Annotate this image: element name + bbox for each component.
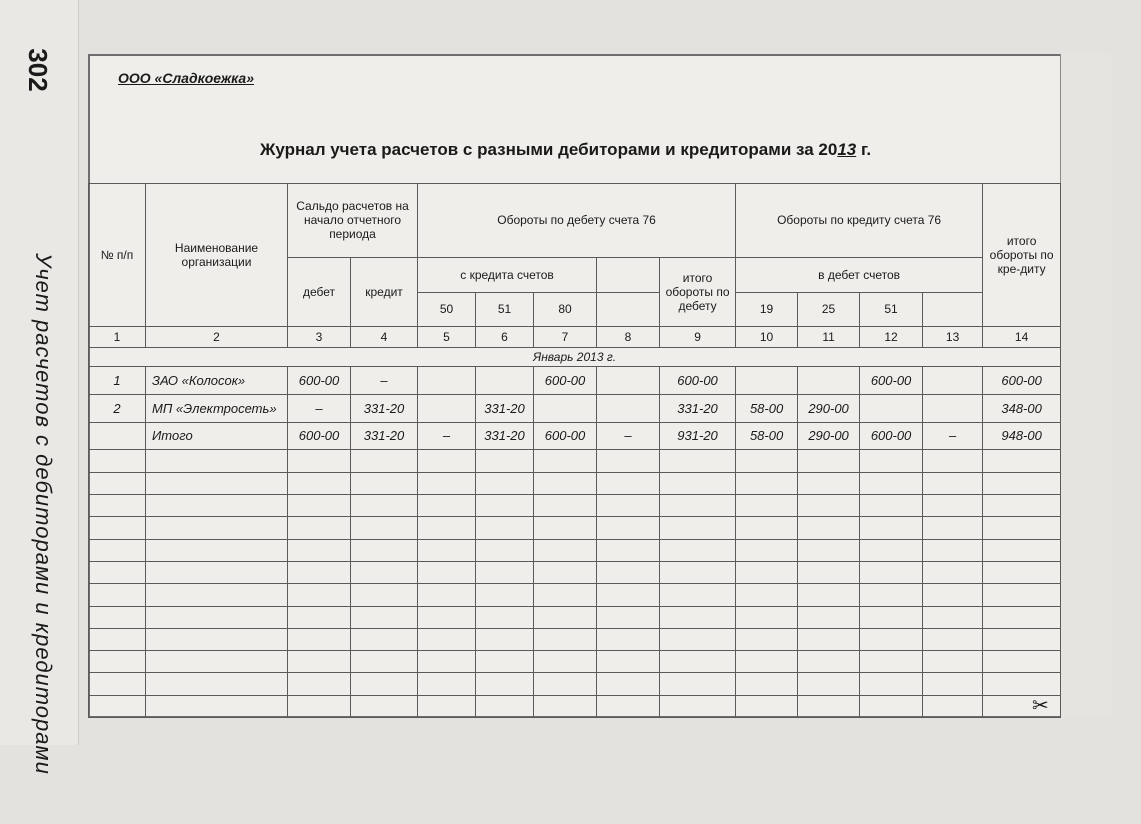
empty-cell	[288, 651, 351, 673]
empty-cell	[736, 651, 798, 673]
empty-row	[89, 450, 1061, 472]
empty-cell	[351, 606, 418, 628]
table-cell: 290-00	[798, 422, 860, 450]
empty-cell	[798, 495, 860, 517]
empty-cell	[923, 495, 983, 517]
empty-row	[89, 495, 1061, 517]
table-cell	[923, 394, 983, 422]
empty-row	[89, 628, 1061, 650]
empty-cell	[351, 584, 418, 606]
empty-cell	[146, 606, 288, 628]
empty-cell	[288, 606, 351, 628]
empty-cell	[736, 495, 798, 517]
empty-cell	[736, 561, 798, 583]
organization-cell: МП «Электросеть»	[146, 394, 288, 422]
table-cell: 600-00	[860, 422, 923, 450]
header-credit-account	[923, 293, 983, 326]
empty-cell	[597, 628, 660, 650]
table-cell	[89, 422, 146, 450]
empty-cell	[351, 517, 418, 539]
table-cell: 2	[89, 394, 146, 422]
table-cell: –	[923, 422, 983, 450]
empty-cell	[923, 450, 983, 472]
empty-cell	[860, 472, 923, 494]
empty-row	[89, 584, 1061, 606]
empty-cell	[736, 539, 798, 561]
table-cell: 290-00	[798, 394, 860, 422]
empty-cell	[860, 495, 923, 517]
column-number: 11	[798, 326, 860, 347]
header-credit-account: 25	[798, 293, 860, 326]
empty-cell	[597, 450, 660, 472]
empty-cell	[534, 673, 597, 695]
empty-cell	[534, 695, 597, 717]
empty-cell	[146, 628, 288, 650]
column-number: 6	[476, 326, 534, 347]
empty-cell	[288, 695, 351, 717]
empty-cell	[476, 561, 534, 583]
column-number: 7	[534, 326, 597, 347]
empty-cell	[660, 695, 736, 717]
empty-cell	[476, 539, 534, 561]
empty-cell	[351, 539, 418, 561]
table-cell	[534, 394, 597, 422]
empty-cell	[534, 539, 597, 561]
table-cell: 331-20	[660, 394, 736, 422]
table-cell: 600-00	[288, 422, 351, 450]
empty-cell	[418, 561, 476, 583]
empty-cell	[923, 561, 983, 583]
table-cell: 331-20	[476, 394, 534, 422]
empty-cell	[418, 584, 476, 606]
empty-cell	[798, 517, 860, 539]
empty-row	[89, 517, 1061, 539]
data-rows	[89, 366, 1061, 450]
empty-cell	[89, 561, 146, 583]
header-debit-account: 80	[534, 293, 597, 326]
empty-cell	[736, 695, 798, 717]
table-cell	[923, 366, 983, 394]
empty-cell	[983, 695, 1061, 717]
empty-cell	[534, 628, 597, 650]
empty-cell	[798, 673, 860, 695]
empty-cell	[146, 539, 288, 561]
empty-cell	[418, 472, 476, 494]
empty-cell	[860, 450, 923, 472]
header-spacer	[597, 257, 660, 293]
empty-cell	[660, 673, 736, 695]
empty-cell	[418, 695, 476, 717]
running-title: Учет расчетов с дебиторами и кредиторами	[31, 253, 56, 775]
journal-title-prefix: Журнал учета расчетов с разными дебиторами и кредиторами за 20	[260, 140, 838, 159]
empty-cell	[798, 561, 860, 583]
empty-cell	[736, 673, 798, 695]
empty-cell	[798, 695, 860, 717]
empty-cell	[983, 606, 1061, 628]
empty-cell	[89, 628, 146, 650]
empty-cell	[860, 695, 923, 717]
empty-cell	[146, 495, 288, 517]
journal-table	[88, 183, 1061, 718]
empty-cell	[476, 517, 534, 539]
column-number: 9	[660, 326, 736, 347]
table-cell: –	[597, 422, 660, 450]
empty-cell	[736, 517, 798, 539]
table-cell: 948-00	[983, 422, 1061, 450]
empty-row	[89, 561, 1061, 583]
table-cell: –	[351, 366, 418, 394]
table-cell: 600-00	[534, 422, 597, 450]
empty-cell	[860, 539, 923, 561]
empty-cell	[534, 450, 597, 472]
header-debit-account: 50	[418, 293, 476, 326]
empty-cell	[288, 561, 351, 583]
table-cell: 600-00	[288, 366, 351, 394]
empty-cell	[288, 495, 351, 517]
empty-cell	[288, 673, 351, 695]
column-number: 3	[288, 326, 351, 347]
empty-cell	[597, 539, 660, 561]
table-cell: –	[288, 394, 351, 422]
header-credit-turnover: Обороты по кредиту счета 76	[736, 184, 983, 258]
empty-cell	[146, 695, 288, 717]
empty-cell	[736, 472, 798, 494]
table-cell: 58-00	[736, 422, 798, 450]
empty-cell	[146, 673, 288, 695]
empty-cell	[534, 584, 597, 606]
header-no: № п/п	[89, 184, 146, 327]
empty-cell	[476, 651, 534, 673]
empty-cell	[418, 673, 476, 695]
empty-cell	[983, 628, 1061, 650]
journal-title-suffix: г.	[856, 140, 872, 159]
empty-row	[89, 651, 1061, 673]
empty-cell	[351, 651, 418, 673]
empty-cell	[660, 651, 736, 673]
empty-rows	[89, 450, 1061, 718]
empty-cell	[146, 517, 288, 539]
column-number: 5	[418, 326, 476, 347]
empty-cell	[798, 472, 860, 494]
empty-cell	[351, 628, 418, 650]
empty-cell	[597, 673, 660, 695]
empty-cell	[351, 472, 418, 494]
empty-cell	[923, 472, 983, 494]
empty-cell	[89, 495, 146, 517]
empty-cell	[660, 606, 736, 628]
empty-cell	[476, 673, 534, 695]
empty-cell	[736, 606, 798, 628]
table-row	[89, 366, 1061, 394]
table-cell: 331-20	[476, 422, 534, 450]
empty-cell	[597, 517, 660, 539]
header-debit-account	[597, 293, 660, 326]
empty-cell	[597, 584, 660, 606]
column-number: 13	[923, 326, 983, 347]
empty-cell	[418, 651, 476, 673]
empty-cell	[798, 606, 860, 628]
empty-cell	[476, 584, 534, 606]
empty-cell	[146, 584, 288, 606]
empty-cell	[476, 695, 534, 717]
column-number-row	[89, 326, 1061, 347]
empty-cell	[660, 539, 736, 561]
empty-row	[89, 539, 1061, 561]
table-row	[89, 422, 1061, 450]
empty-cell	[660, 472, 736, 494]
table-cell: 331-20	[351, 422, 418, 450]
empty-cell	[983, 495, 1061, 517]
table-cell	[418, 366, 476, 394]
empty-cell	[351, 561, 418, 583]
header-debit-turnover: Обороты по дебету счета 76	[418, 184, 736, 258]
empty-cell	[983, 472, 1061, 494]
empty-cell	[534, 651, 597, 673]
empty-cell	[418, 539, 476, 561]
empty-cell	[288, 472, 351, 494]
empty-cell	[860, 651, 923, 673]
table-cell	[597, 394, 660, 422]
empty-cell	[736, 584, 798, 606]
empty-cell	[89, 472, 146, 494]
empty-cell	[923, 606, 983, 628]
column-number: 2	[146, 326, 288, 347]
header-debit: дебет	[288, 257, 351, 326]
empty-cell	[351, 673, 418, 695]
empty-cell	[983, 673, 1061, 695]
empty-cell	[983, 561, 1061, 583]
empty-row	[89, 695, 1061, 717]
empty-cell	[660, 561, 736, 583]
column-number: 14	[983, 326, 1061, 347]
empty-cell	[534, 495, 597, 517]
empty-cell	[351, 495, 418, 517]
header-to-debit-accounts: в дебет счетов	[736, 257, 983, 293]
table-cell: 600-00	[860, 366, 923, 394]
empty-cell	[418, 495, 476, 517]
empty-cell	[923, 673, 983, 695]
organization-cell: Итого	[146, 422, 288, 450]
empty-cell	[288, 584, 351, 606]
empty-cell	[983, 651, 1061, 673]
empty-cell	[288, 450, 351, 472]
empty-cell	[860, 584, 923, 606]
empty-cell	[418, 606, 476, 628]
empty-cell	[660, 495, 736, 517]
scissors-icon: ✂	[1032, 695, 1049, 717]
empty-cell	[418, 450, 476, 472]
empty-cell	[660, 584, 736, 606]
table-cell: 348-00	[983, 394, 1061, 422]
table-cell: 600-00	[534, 366, 597, 394]
column-number: 8	[597, 326, 660, 347]
empty-cell	[860, 561, 923, 583]
column-number: 4	[351, 326, 418, 347]
empty-cell	[923, 584, 983, 606]
table-cell	[798, 366, 860, 394]
table-cell: –	[418, 422, 476, 450]
table-cell	[418, 394, 476, 422]
empty-cell	[860, 673, 923, 695]
empty-cell	[983, 584, 1061, 606]
empty-cell	[89, 651, 146, 673]
empty-cell	[89, 584, 146, 606]
empty-cell	[798, 584, 860, 606]
empty-cell	[89, 606, 146, 628]
empty-cell	[534, 561, 597, 583]
organization-cell: ЗАО «Колосок»	[146, 366, 288, 394]
empty-cell	[534, 472, 597, 494]
empty-cell	[534, 606, 597, 628]
header-credit: кредит	[351, 257, 418, 326]
empty-cell	[146, 561, 288, 583]
empty-cell	[597, 606, 660, 628]
empty-cell	[351, 450, 418, 472]
header-org-name: Наименование организации	[146, 184, 288, 327]
empty-cell	[660, 450, 736, 472]
table-cell: 58-00	[736, 394, 798, 422]
empty-cell	[660, 517, 736, 539]
empty-cell	[89, 673, 146, 695]
header-total-debit: итого обороты по дебету	[660, 257, 736, 326]
empty-cell	[288, 517, 351, 539]
empty-cell	[923, 517, 983, 539]
page-margin	[0, 0, 79, 775]
empty-cell	[798, 539, 860, 561]
table-cell: 600-00	[660, 366, 736, 394]
table-cell: 331-20	[351, 394, 418, 422]
organization-name: ООО «Сладкоежка»	[118, 70, 255, 86]
header-credit-account: 19	[736, 293, 798, 326]
empty-cell	[288, 539, 351, 561]
empty-cell	[89, 695, 146, 717]
empty-cell	[476, 606, 534, 628]
table-cell: 600-00	[983, 366, 1061, 394]
empty-cell	[476, 450, 534, 472]
journal-title	[260, 140, 871, 160]
column-number: 1	[89, 326, 146, 347]
table-cell	[476, 366, 534, 394]
empty-cell	[418, 517, 476, 539]
table-cell: 931-20	[660, 422, 736, 450]
form-right-strip	[1060, 54, 1111, 718]
empty-cell	[660, 628, 736, 650]
empty-cell	[146, 450, 288, 472]
table-cell	[597, 366, 660, 394]
table-row	[89, 394, 1061, 422]
page-number: 302	[23, 48, 53, 92]
empty-cell	[597, 561, 660, 583]
empty-cell	[476, 628, 534, 650]
column-number: 10	[736, 326, 798, 347]
empty-cell	[923, 628, 983, 650]
table-cell	[736, 366, 798, 394]
empty-row	[89, 472, 1061, 494]
empty-cell	[983, 450, 1061, 472]
empty-cell	[860, 517, 923, 539]
empty-cell	[146, 472, 288, 494]
table-cell: 1	[89, 366, 146, 394]
empty-cell	[288, 628, 351, 650]
empty-cell	[860, 606, 923, 628]
empty-row	[89, 673, 1061, 695]
table-cell	[860, 394, 923, 422]
header-from-credit-accounts: с кредита счетов	[418, 257, 597, 293]
empty-cell	[418, 628, 476, 650]
empty-cell	[736, 628, 798, 650]
journal-title-year: 13	[837, 140, 857, 159]
empty-cell	[534, 517, 597, 539]
empty-cell	[923, 539, 983, 561]
empty-cell	[351, 695, 418, 717]
empty-cell	[798, 628, 860, 650]
header-total-credit: итого обороты по кре-диту	[983, 184, 1061, 327]
empty-cell	[923, 695, 983, 717]
empty-cell	[983, 539, 1061, 561]
month-label: Январь 2013 г.	[89, 347, 1061, 366]
header-credit-account: 51	[860, 293, 923, 326]
empty-cell	[597, 651, 660, 673]
header-debit-account: 51	[476, 293, 534, 326]
empty-cell	[89, 517, 146, 539]
empty-cell	[798, 450, 860, 472]
header-opening-balance: Сальдо расчетов на начало отчетного периода	[288, 184, 418, 258]
empty-cell	[923, 651, 983, 673]
empty-cell	[736, 450, 798, 472]
empty-row	[89, 606, 1061, 628]
empty-cell	[860, 628, 923, 650]
empty-cell	[597, 495, 660, 517]
empty-cell	[798, 651, 860, 673]
month-row	[89, 347, 1061, 366]
empty-cell	[983, 517, 1061, 539]
empty-cell	[597, 695, 660, 717]
empty-cell	[89, 539, 146, 561]
empty-cell	[89, 450, 146, 472]
empty-cell	[476, 472, 534, 494]
column-number: 12	[860, 326, 923, 347]
empty-cell	[476, 495, 534, 517]
empty-cell	[146, 651, 288, 673]
empty-cell	[597, 472, 660, 494]
